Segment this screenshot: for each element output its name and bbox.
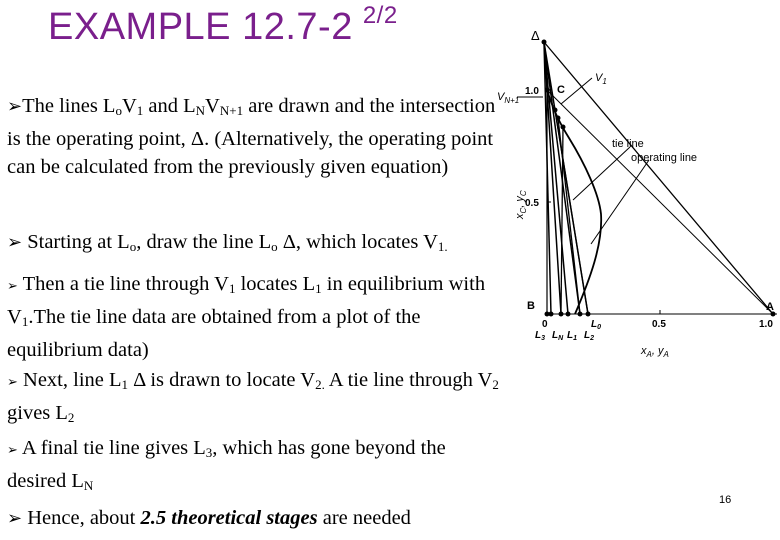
- bullet-text: V: [205, 95, 220, 117]
- page-number: 16: [719, 494, 732, 506]
- v2-point: [556, 116, 561, 121]
- bullet-next-line: [7, 366, 507, 432]
- subscript: 2: [492, 377, 499, 392]
- v1-label: $V_1$: [595, 72, 607, 86]
- v3-point: [561, 125, 566, 130]
- a-label: A: [766, 301, 774, 313]
- subscript: 1: [21, 314, 29, 329]
- bullet-text: , draw the line L: [136, 231, 272, 253]
- bullet-text: locates L: [235, 273, 316, 295]
- bullet-text: are drawn and the intersection is the operating point, Δ. (Alternatively, the operating point can be calculated from the previously given equation): [7, 95, 496, 178]
- lo-point: [566, 312, 571, 317]
- operating-line-a: [544, 42, 773, 314]
- bullet-final-tie-line: [7, 434, 507, 500]
- subscript: 2.: [315, 377, 325, 392]
- l2-point: [586, 312, 591, 317]
- subscript: 1: [228, 281, 236, 296]
- bullet-text: .The tie line data are obtained from a plot of the equilibrium data): [7, 306, 421, 361]
- l3-label: $L_3$: [535, 330, 546, 342]
- delta-point: [542, 40, 547, 45]
- l1-label: $L_1$: [567, 330, 578, 342]
- bullet-arrow-icon: ➢: [7, 375, 18, 390]
- bullet-text: , which has gone beyond the desired L: [7, 437, 446, 492]
- subscript: N+1: [219, 103, 244, 118]
- subscript: 1: [315, 281, 322, 296]
- ln-point: [549, 312, 554, 317]
- bullet-tie-line: [7, 270, 507, 364]
- bullet-stages-needed: [7, 504, 507, 533]
- hypotenuse-line: [547, 90, 773, 314]
- operating-line-label: operating line: [631, 152, 698, 164]
- bullet-arrow-icon: ➢: [7, 508, 23, 529]
- v1-point: [553, 108, 558, 113]
- title-main: EXAMPLE 12.7-2: [48, 6, 353, 48]
- subscript: o: [115, 103, 122, 118]
- bullet-text: gives L: [7, 402, 68, 424]
- subscript: o: [129, 239, 137, 254]
- bullet-text: and L: [143, 95, 196, 117]
- subscript: 2: [67, 410, 75, 425]
- bullet-arrow-icon: ➢: [7, 279, 18, 294]
- x-tick-end-label: 1.0: [759, 319, 773, 330]
- v1-pointer-arrow: [561, 78, 592, 104]
- bullet-arrow-icon: ➢: [7, 96, 23, 117]
- bullet-text: are needed: [317, 507, 411, 529]
- bullet-text: Δ is drawn to locate V: [128, 369, 316, 391]
- y-tick-mid-label: 0.5: [525, 198, 539, 209]
- stage-construction-diagram: [495, 14, 780, 394]
- bullet-arrow-icon: ➢: [7, 443, 18, 458]
- title-part: 2/2: [362, 2, 398, 29]
- bullet-text: in equilibrium with V: [7, 273, 486, 328]
- ln-label: $L_N$: [552, 330, 564, 342]
- subscript: 3: [205, 445, 213, 460]
- operating-line-pointer-arrow: [591, 160, 649, 244]
- bullet-text: V: [121, 95, 137, 117]
- bullet-text: Δ, which locates V: [277, 231, 438, 253]
- subscript: 1: [121, 377, 129, 392]
- bullet-text: Then a tie line through V: [17, 273, 229, 295]
- x-tick-mid-label: 0.5: [652, 319, 666, 330]
- bullet-text: A tie line through V: [324, 369, 493, 391]
- bullet-arrow-icon: ➢: [7, 232, 23, 253]
- b-label: B: [527, 300, 535, 312]
- l3-point: [559, 312, 564, 317]
- x-tick-0-label: 0: [542, 319, 548, 330]
- c-label: C: [557, 84, 565, 96]
- bullet-text: Starting at L: [22, 231, 130, 253]
- bullet-text: A final tie line gives L: [17, 437, 206, 459]
- delta-label: Δ: [531, 28, 540, 43]
- y-tick-top-label: 1.0: [525, 86, 539, 97]
- subscript: o: [271, 239, 278, 254]
- y-axis-label: $x_C$, $y_C$: [514, 190, 528, 219]
- l2-label: $L_2$: [584, 330, 595, 342]
- emphasis-text: 2.5 theoretical stages: [140, 507, 318, 529]
- subscript: 1: [136, 103, 144, 118]
- bullet-text: The lines L: [22, 95, 116, 117]
- subscript: 1.: [437, 239, 448, 254]
- tie-line-label: tie line: [612, 138, 644, 150]
- lo-label: $L_0$: [591, 319, 602, 331]
- c-point: [545, 88, 550, 93]
- bullet-operating-point: [7, 92, 507, 181]
- x-axis-label: $x_A$, $y_A$: [641, 345, 669, 359]
- slide-title: [48, 2, 398, 49]
- bullet-text: Next, line L: [17, 369, 122, 391]
- bullet-text: Hence, about: [22, 507, 141, 529]
- bullet-locate-v1: [7, 228, 507, 261]
- l1-point: [578, 312, 583, 317]
- subscript: N: [195, 103, 206, 118]
- vn1-label: $V_{N+1}$: [497, 91, 520, 105]
- tie-line-pointer-arrow: [573, 147, 630, 200]
- subscript: N: [83, 478, 94, 493]
